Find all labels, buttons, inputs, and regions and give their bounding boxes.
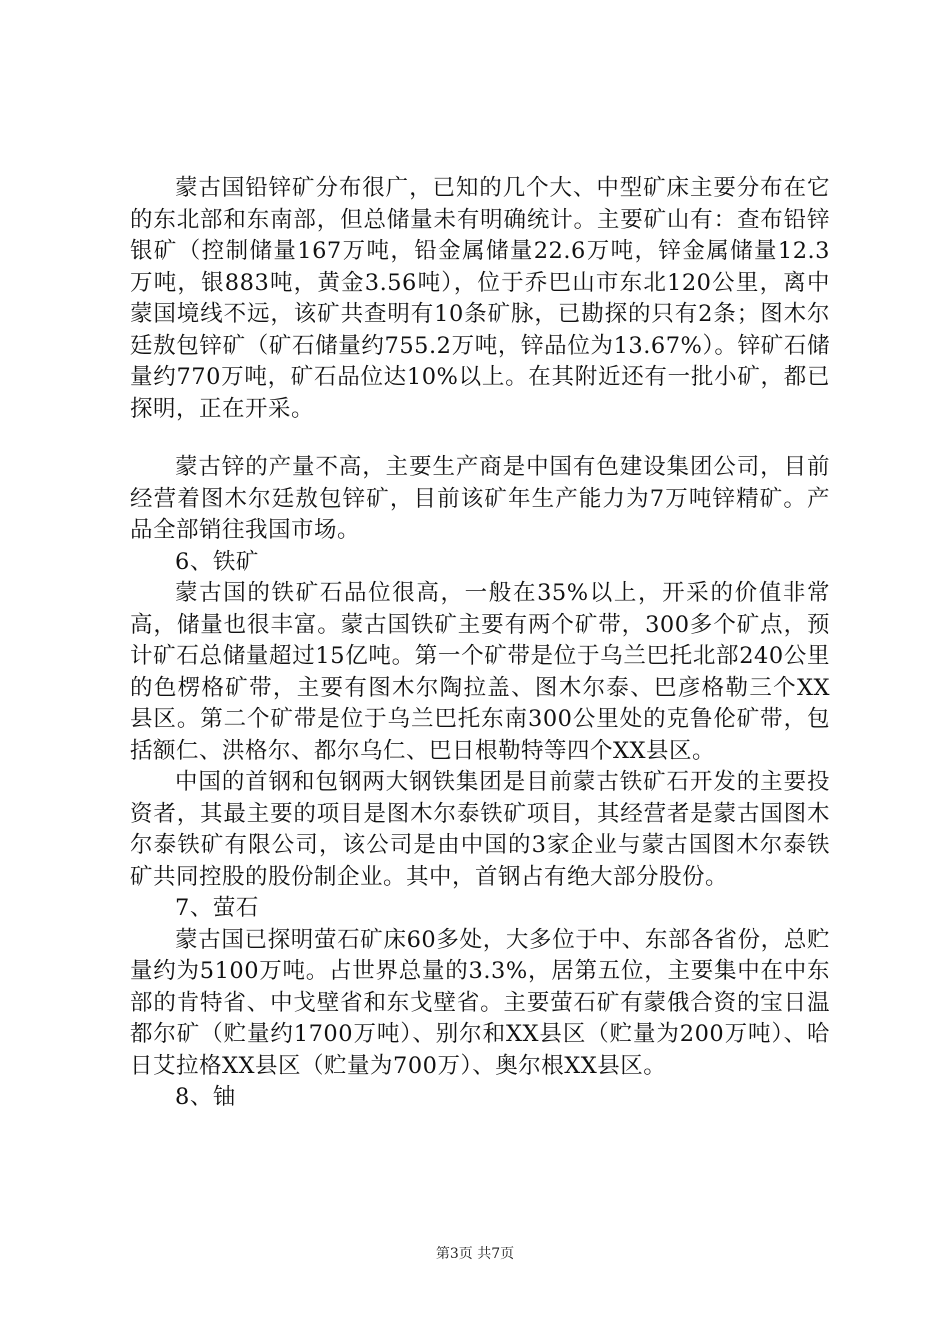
page-footer [0,1244,950,1264]
page-number-label: 第3页 共7页 [435,1246,515,1262]
paragraph-iron-ore-investors: 中国的首钢和包钢两大钢铁集团是目前蒙古铁矿石开发的主要投资者，其最主要的项目是图木尔泰铁矿项目，其经营者是蒙古国图木尔泰铁矿有限公司，该公司是由中国的3家企业与蒙古国图木尔泰铁矿共同控股的股份制企业。其中，首钢占有绝大部分股份。 [130,769,830,890]
text-block-main [130,452,830,1114]
text-block-lead-zinc [130,173,830,425]
heading-uranium: 8、铀 [175,1084,236,1110]
heading-iron-ore: 6、铁矿 [175,548,259,575]
paragraph-fluorite-reserves: 蒙古国已探明萤石矿床60多处，大多位于中、东部各省份，总贮量约为5100万吨。占世界总量的3.3%，居第五位，主要集中在中东部的肯特省、中戈壁省和东戈壁省。主要萤石矿有蒙俄合资的宝日温都尔矿（贮量约1700万吨）、别尔和XX县区（贮量为200万吨）、哈日艾拉格XX县区（贮量为700万）、奥尔根XX县区。 [130,926,830,1079]
paragraph-iron-ore-reserves: 蒙古国的铁矿石品位很高，一般在35%以上，开采的价值非常高，储量也很丰富。蒙古国铁矿主要有两个矿带，300多个矿点，预计矿石总储量超过15亿吨。第一个矿带是位于乌兰巴托北部240公里的色楞格矿带，主要有图木尔陶拉盖、图木尔泰、巴彦格勒三个XX县区。第二个矿带是位于乌兰巴托东南300公里处的克鲁伦矿带，包括额仁、洪格尔、都尔乌仁、巴日根勒特等四个XX县区。 [130,580,830,764]
heading-fluorite: 7、萤石 [175,895,259,921]
paragraph-zinc-production: 蒙古锌的产量不高，主要生产商是中国有色建设集团公司，目前经营着图木尔廷敖包锌矿，目前该矿年生产能力为7万吨锌精矿。产品全部销往我国市场。 [130,454,830,543]
paragraph-lead-zinc-deposits: 蒙古国铅锌矿分布很广，已知的几个大、中型矿床主要分布在它的东北部和东南部，但总储量未有明确统计。主要矿山有：查布铅锌银矿（控制储量167万吨，铅金属储量22.6万吨，锌金属储量12.3万吨，银883吨，黄金3.56吨），位于乔巴山市东北120公里，离中蒙国境线不远，该矿共查明有10条矿脉，已勘探的只有2条；图木尔廷敖包锌矿（矿石储量约755.2万吨，锌品位为13.67%）。锌矿石储量约770万吨，矿石品位达10%以上。在其附近还有一批小矿，都已探明，正在开采。 [130,175,830,422]
